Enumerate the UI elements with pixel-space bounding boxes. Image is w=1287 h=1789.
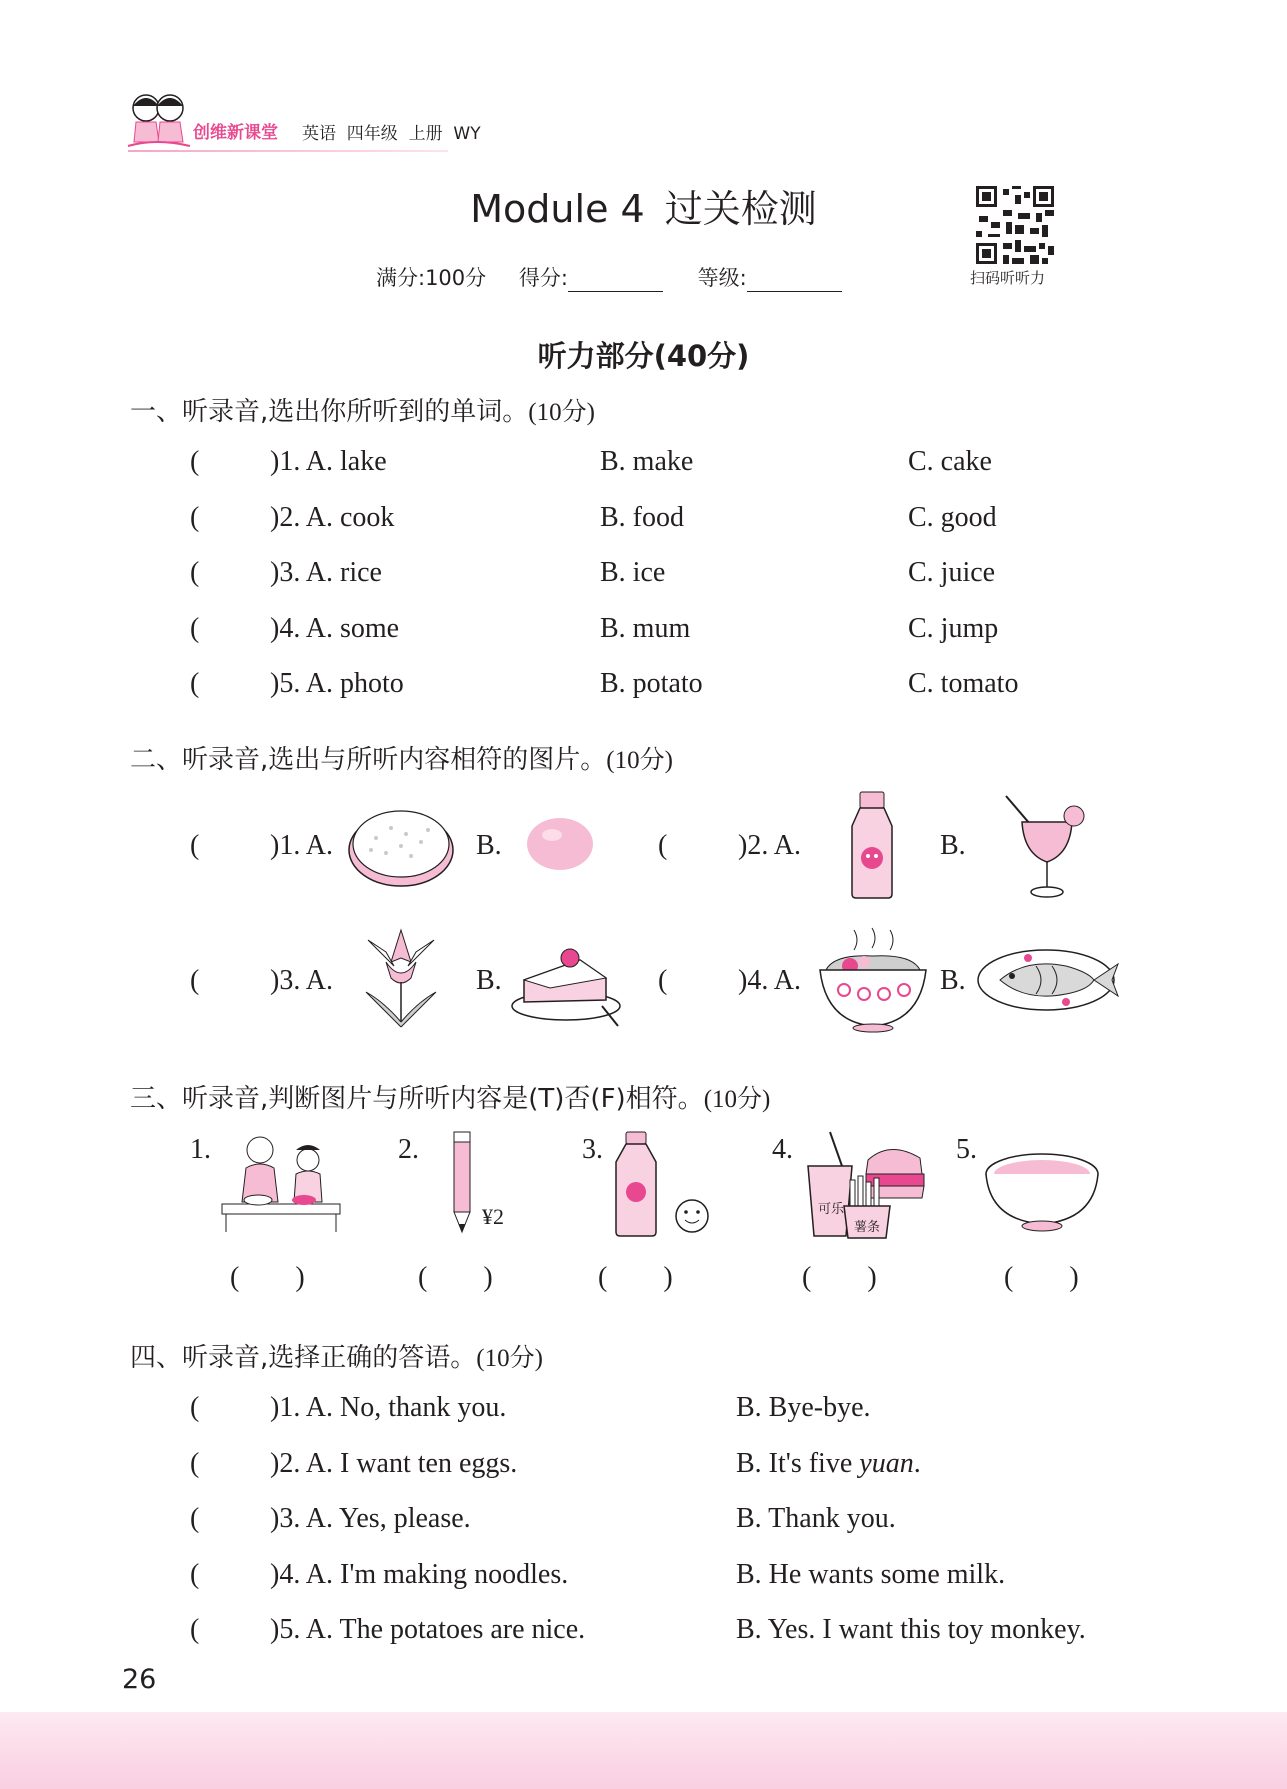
s1-item-1-c: C. cake (908, 446, 992, 477)
s2-item-3-b: B. (476, 965, 502, 996)
cake-icon (510, 930, 622, 1030)
score-label: 得分: (518, 266, 568, 290)
grade-label: 等级: (697, 266, 747, 290)
s4-item-4-b: B. He wants some milk. (736, 1559, 1006, 1590)
s1-item-2: )2. A. cook (270, 502, 395, 533)
qr-caption: 扫码听听力 (970, 269, 1046, 287)
s1-paren-2[interactable]: ( (190, 502, 200, 533)
s1-item-4: )4. A. some (270, 613, 400, 644)
s4-item-4: )4. A. I'm making noodles. (270, 1559, 569, 1590)
full-score: 满分:100分 (376, 266, 487, 290)
s2-item-3: )3. A. (270, 965, 333, 996)
cola-label: 可乐 (818, 1202, 845, 1217)
score-blank[interactable] (568, 271, 663, 292)
s3-item-2: 2. (398, 1134, 419, 1165)
header-divider (128, 150, 448, 152)
section-2-title (130, 739, 673, 776)
section-3-title (130, 1078, 770, 1115)
s2-paren-1[interactable]: ( (190, 830, 200, 861)
brand-name: 创维新课堂 (193, 123, 278, 143)
s4-item-1: )1. A. No, thank you. (270, 1392, 507, 1423)
s1-item-2-b: B. food (600, 502, 684, 533)
juice-glass-icon (1002, 792, 1092, 902)
s4-item-2-b-end: . (913, 1448, 921, 1479)
s4-paren-2[interactable]: ( (190, 1448, 200, 1479)
s3-answer-2[interactable]: ( ) (418, 1262, 493, 1293)
section-4-heading: 四、听录音,选择正确的答语。 (130, 1343, 477, 1373)
s1-item-2-c: C. good (908, 502, 997, 533)
s4-item-1-b: B. Bye-bye. (736, 1392, 871, 1423)
test-name: 过关检测 (664, 187, 817, 231)
s1-item-3-c: C. juice (908, 557, 996, 588)
s1-paren-4[interactable]: ( (190, 613, 200, 644)
s4-item-3-b: B. Thank you. (736, 1503, 896, 1534)
score-line (376, 262, 870, 292)
book-meta: 英语 四年级 上册 WY (302, 124, 481, 144)
s4-item-2-b-em: yuan (859, 1448, 914, 1479)
s1-item-4-c: C. jump (908, 613, 999, 644)
s1-item-3-b: B. ice (600, 557, 666, 588)
section-2-heading: 二、听录音,选出与所听内容相符的图片。 (130, 745, 607, 775)
milk-smile-icon (610, 1130, 714, 1238)
module-label: Module 4 (470, 187, 645, 231)
s3-item-5: 5. (956, 1134, 977, 1165)
s2-paren-2[interactable]: ( (658, 830, 668, 861)
s3-answer-3[interactable]: ( ) (598, 1262, 673, 1293)
s4-item-5-b: B. Yes. I want this toy monkey. (736, 1614, 1086, 1645)
rice-bowl-icon (346, 798, 456, 890)
s3-item-3: 3. (582, 1134, 603, 1165)
fish-plate-icon (976, 944, 1124, 1014)
page-number: 26 (122, 1664, 157, 1695)
s2-item-2: )2. A. (738, 830, 801, 861)
pencil-icon (450, 1130, 474, 1234)
s2-item-2-b: B. (940, 830, 966, 861)
s4-paren-4[interactable]: ( (190, 1559, 200, 1590)
section-3-heading: 三、听录音,判断图片与所听内容是(T)否(F)相符。 (130, 1084, 704, 1114)
flower-icon (356, 922, 446, 1032)
section-1-title (130, 391, 595, 428)
s4-paren-5[interactable]: ( (190, 1614, 200, 1645)
section-4-points: (10分) (476, 1345, 543, 1372)
mascot-kids-icon (126, 88, 192, 150)
s1-item-1: )1. A. lake (270, 446, 387, 477)
s3-answer-4[interactable]: ( ) (802, 1262, 877, 1293)
page-title (0, 178, 1287, 233)
section-2-points: (10分) (606, 747, 673, 774)
s4-paren-1[interactable]: ( (190, 1392, 200, 1423)
s2-item-1: )1. A. (270, 830, 333, 861)
section-1-heading: 一、听录音,选出你所听到的单词。 (130, 397, 529, 427)
cooking-people-icon (218, 1128, 344, 1234)
milk-bottle-icon (846, 790, 898, 900)
s2-paren-3[interactable]: ( (190, 965, 200, 996)
s1-item-4-b: B. mum (600, 613, 691, 644)
s1-paren-5[interactable]: ( (190, 668, 200, 699)
porridge-bowl-icon (984, 1150, 1100, 1234)
s2-item-4-b: B. (940, 965, 966, 996)
s4-paren-3[interactable]: ( (190, 1503, 200, 1534)
s3-item-1: 1. (190, 1134, 211, 1165)
s1-item-3: )3. A. rice (270, 557, 382, 588)
noodles-bowl-icon (814, 926, 932, 1034)
section-4-title (130, 1337, 543, 1374)
s1-item-5: )5. A. photo (270, 668, 404, 699)
footer-band (0, 1712, 1287, 1789)
section-1-points: (10分) (528, 399, 595, 426)
s1-paren-3[interactable]: ( (190, 557, 200, 588)
s4-item-2-b-text: B. It's five (736, 1448, 860, 1479)
egg-icon (524, 815, 596, 873)
part-title: 听力部分(40分) (537, 339, 750, 373)
grade-blank[interactable] (747, 271, 842, 292)
s4-item-3: )3. A. Yes, please. (270, 1503, 471, 1534)
s2-item-4: )4. A. (738, 965, 801, 996)
s1-item-1-b: B. make (600, 446, 694, 477)
s1-item-5-b: B. potato (600, 668, 703, 699)
pencil-price: ¥2 (482, 1204, 504, 1229)
fries-label: 薯条 (854, 1220, 881, 1235)
s3-answer-1[interactable]: ( ) (230, 1262, 305, 1293)
s1-item-5-c: C. tomato (908, 668, 1019, 699)
s4-item-5: )5. A. The potatoes are nice. (270, 1614, 586, 1645)
s1-paren-1[interactable]: ( (190, 446, 200, 477)
s4-item-2: )2. A. I want ten eggs. (270, 1448, 518, 1479)
s2-paren-4[interactable]: ( (658, 965, 668, 996)
s4-item-2-b (736, 1448, 921, 1480)
s3-item-4: 4. (772, 1134, 793, 1165)
qr-code-icon[interactable] (976, 186, 1054, 264)
section-3-points: (10分) (703, 1086, 771, 1113)
s2-item-1-b: B. (476, 830, 502, 861)
s3-answer-5[interactable]: ( ) (1004, 1262, 1079, 1293)
